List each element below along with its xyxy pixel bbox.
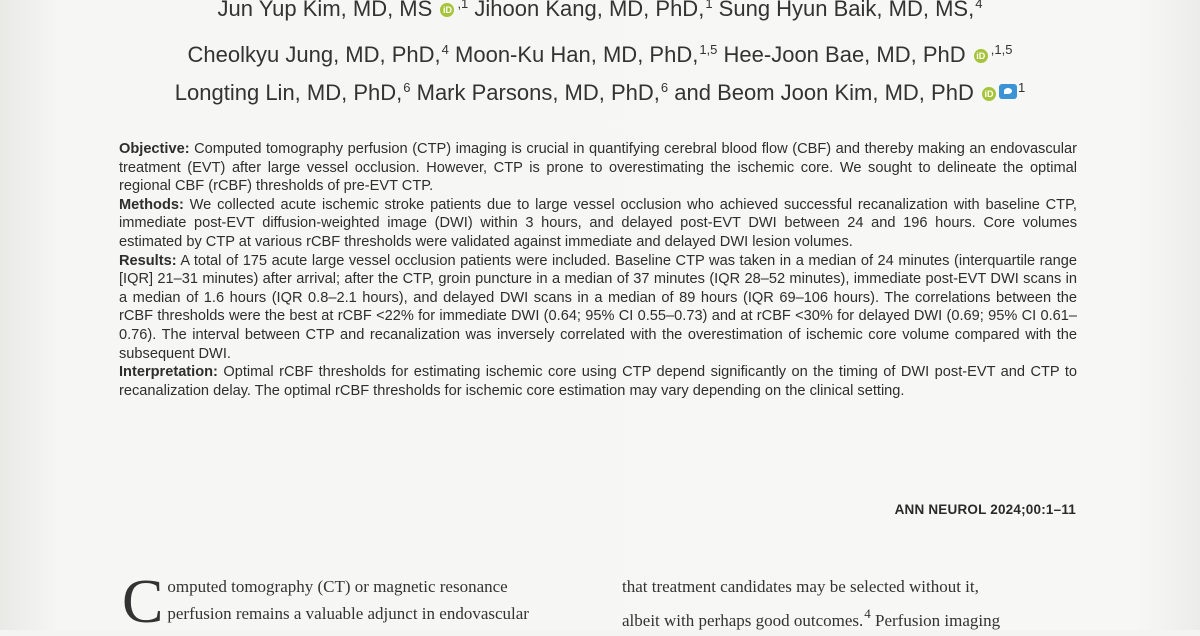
body-line — [622, 600, 1077, 634]
section-text: A total of 175 acute large vessel occlusion patients were included. Baseline CTP was taken in a median of 24 minutes (interquartile range [IQR] 21–31 minutes) after arrival; after the CTP, groin puncture in a median of 37 minutes (IQR 28–52 minutes), immediate post-EVT DWI scans in a median of 1.6 hours (IQR 0.8–2.1 hours), and delayed DWI scans in a median of 89 hours (IQR 69–106 hours). The correlations between the rCBF thresholds were the best at rCBF <22% for immediate DWI (0.64; 95% CI 0.55–0.73) and at rCBF <30% for delayed DWI (0.69; 95% CI 0.61–0.76). The interval between CTP and recanalization was inversely correlated with the overestimation of ischemic core volume compared with the subsequent DWI. — [119, 252, 1077, 362]
affiliation-sup: 6 — [660, 80, 669, 95]
author-name: Sung Hyun Baik, MD, MS, — [718, 0, 975, 21]
reference-sup: 4 — [864, 606, 871, 621]
author-line-2 — [0, 42, 1200, 68]
abstract-objective — [119, 140, 1077, 196]
affiliation-sup: 1 — [1017, 80, 1026, 95]
abstract-methods — [119, 196, 1077, 252]
section-label: Results: — [119, 252, 177, 269]
body-text: Perfusion imaging — [870, 611, 1001, 630]
section-text: We collected acute ischemic stroke patients due to large vessel occlusion who achieved successful recanalization with baseline CTP, immediate post-EVT diffusion-weighted image (DWI) within 3 hours, and delayed post-EVT DWI between 24 and 196 hours. Core volumes estimated by CTP at various rCBF thresholds were validated against immediate and delayed DWI lesion volumes. — [119, 196, 1077, 250]
body-text: albeit with perhaps good outcomes. — [622, 611, 864, 630]
abstract-interpretation — [119, 363, 1077, 400]
affiliation-sup: 4 — [441, 42, 449, 57]
drop-cap: C — [122, 568, 164, 636]
author-name: Mark Parsons, MD, PhD, — [416, 80, 660, 105]
section-text: Optimal rCBF thresholds for estimating ischemic core using CTP depend significantly on the timing of DWI post-EVT and CTP to recanalization delay. The optimal rCBF thresholds for ischemic core estimation may vary depending on the clinical setting. — [119, 364, 1077, 399]
twitter-icon[interactable] — [999, 84, 1017, 99]
section-label: Methods: — [119, 196, 184, 213]
author-name: Jun Yup Kim, MD, MS — [217, 0, 433, 21]
affiliation-sup: 4 — [975, 0, 983, 11]
body-line: that treatment candidates may be selected without it, — [622, 577, 979, 596]
affiliation-sup: 6 — [403, 80, 411, 95]
section-label: Objective: — [119, 141, 190, 157]
author-name: and Beom Joon Kim, MD, PhD — [674, 80, 974, 105]
section-label: Interpretation: — [119, 364, 218, 381]
body-line: perfusion remains a valuable adjunct in endovascular — [167, 604, 529, 623]
orcid-icon[interactable]: iD — [440, 3, 454, 17]
body-column-right — [622, 573, 1077, 634]
affiliation-sup: 1,5 — [699, 42, 718, 57]
abstract-results — [119, 252, 1077, 364]
section-text: Computed tomography perfusion (CTP) imaging is crucial in quantifying cerebral blood flow (CBF) and thereby making an endovascular treatment (EVT) after large vessel occlusion. However, CTP is prone to overestimating the ischemic core. We sought to delineate the optimal regional CBF (rCBF) thresholds of pre-EVT CTP. — [119, 141, 1077, 195]
abstract — [119, 140, 1077, 400]
affiliation-sup: 1 — [705, 0, 713, 11]
affiliation-sup: ,1 — [457, 0, 469, 11]
journal-citation: ANN NEUROL 2024;00:1–11 — [894, 502, 1076, 517]
author-name: Hee-Joon Bae, MD, PhD — [723, 42, 966, 67]
body-line: omputed tomography (CT) or magnetic resonance — [167, 577, 508, 596]
author-line-3 — [0, 80, 1200, 106]
orcid-icon[interactable]: iD — [974, 49, 988, 63]
author-line-1 — [0, 0, 1200, 22]
author-name: Jihoon Kang, MD, PhD, — [474, 0, 705, 21]
author-name: Longting Lin, MD, PhD, — [174, 80, 403, 105]
affiliation-sup: ,1,5 — [990, 42, 1013, 57]
body-column-left — [122, 568, 577, 636]
orcid-icon[interactable]: iD — [982, 87, 996, 101]
author-name: Moon-Ku Han, MD, PhD, — [455, 42, 699, 67]
author-name: Cheolkyu Jung, MD, PhD, — [187, 42, 441, 67]
